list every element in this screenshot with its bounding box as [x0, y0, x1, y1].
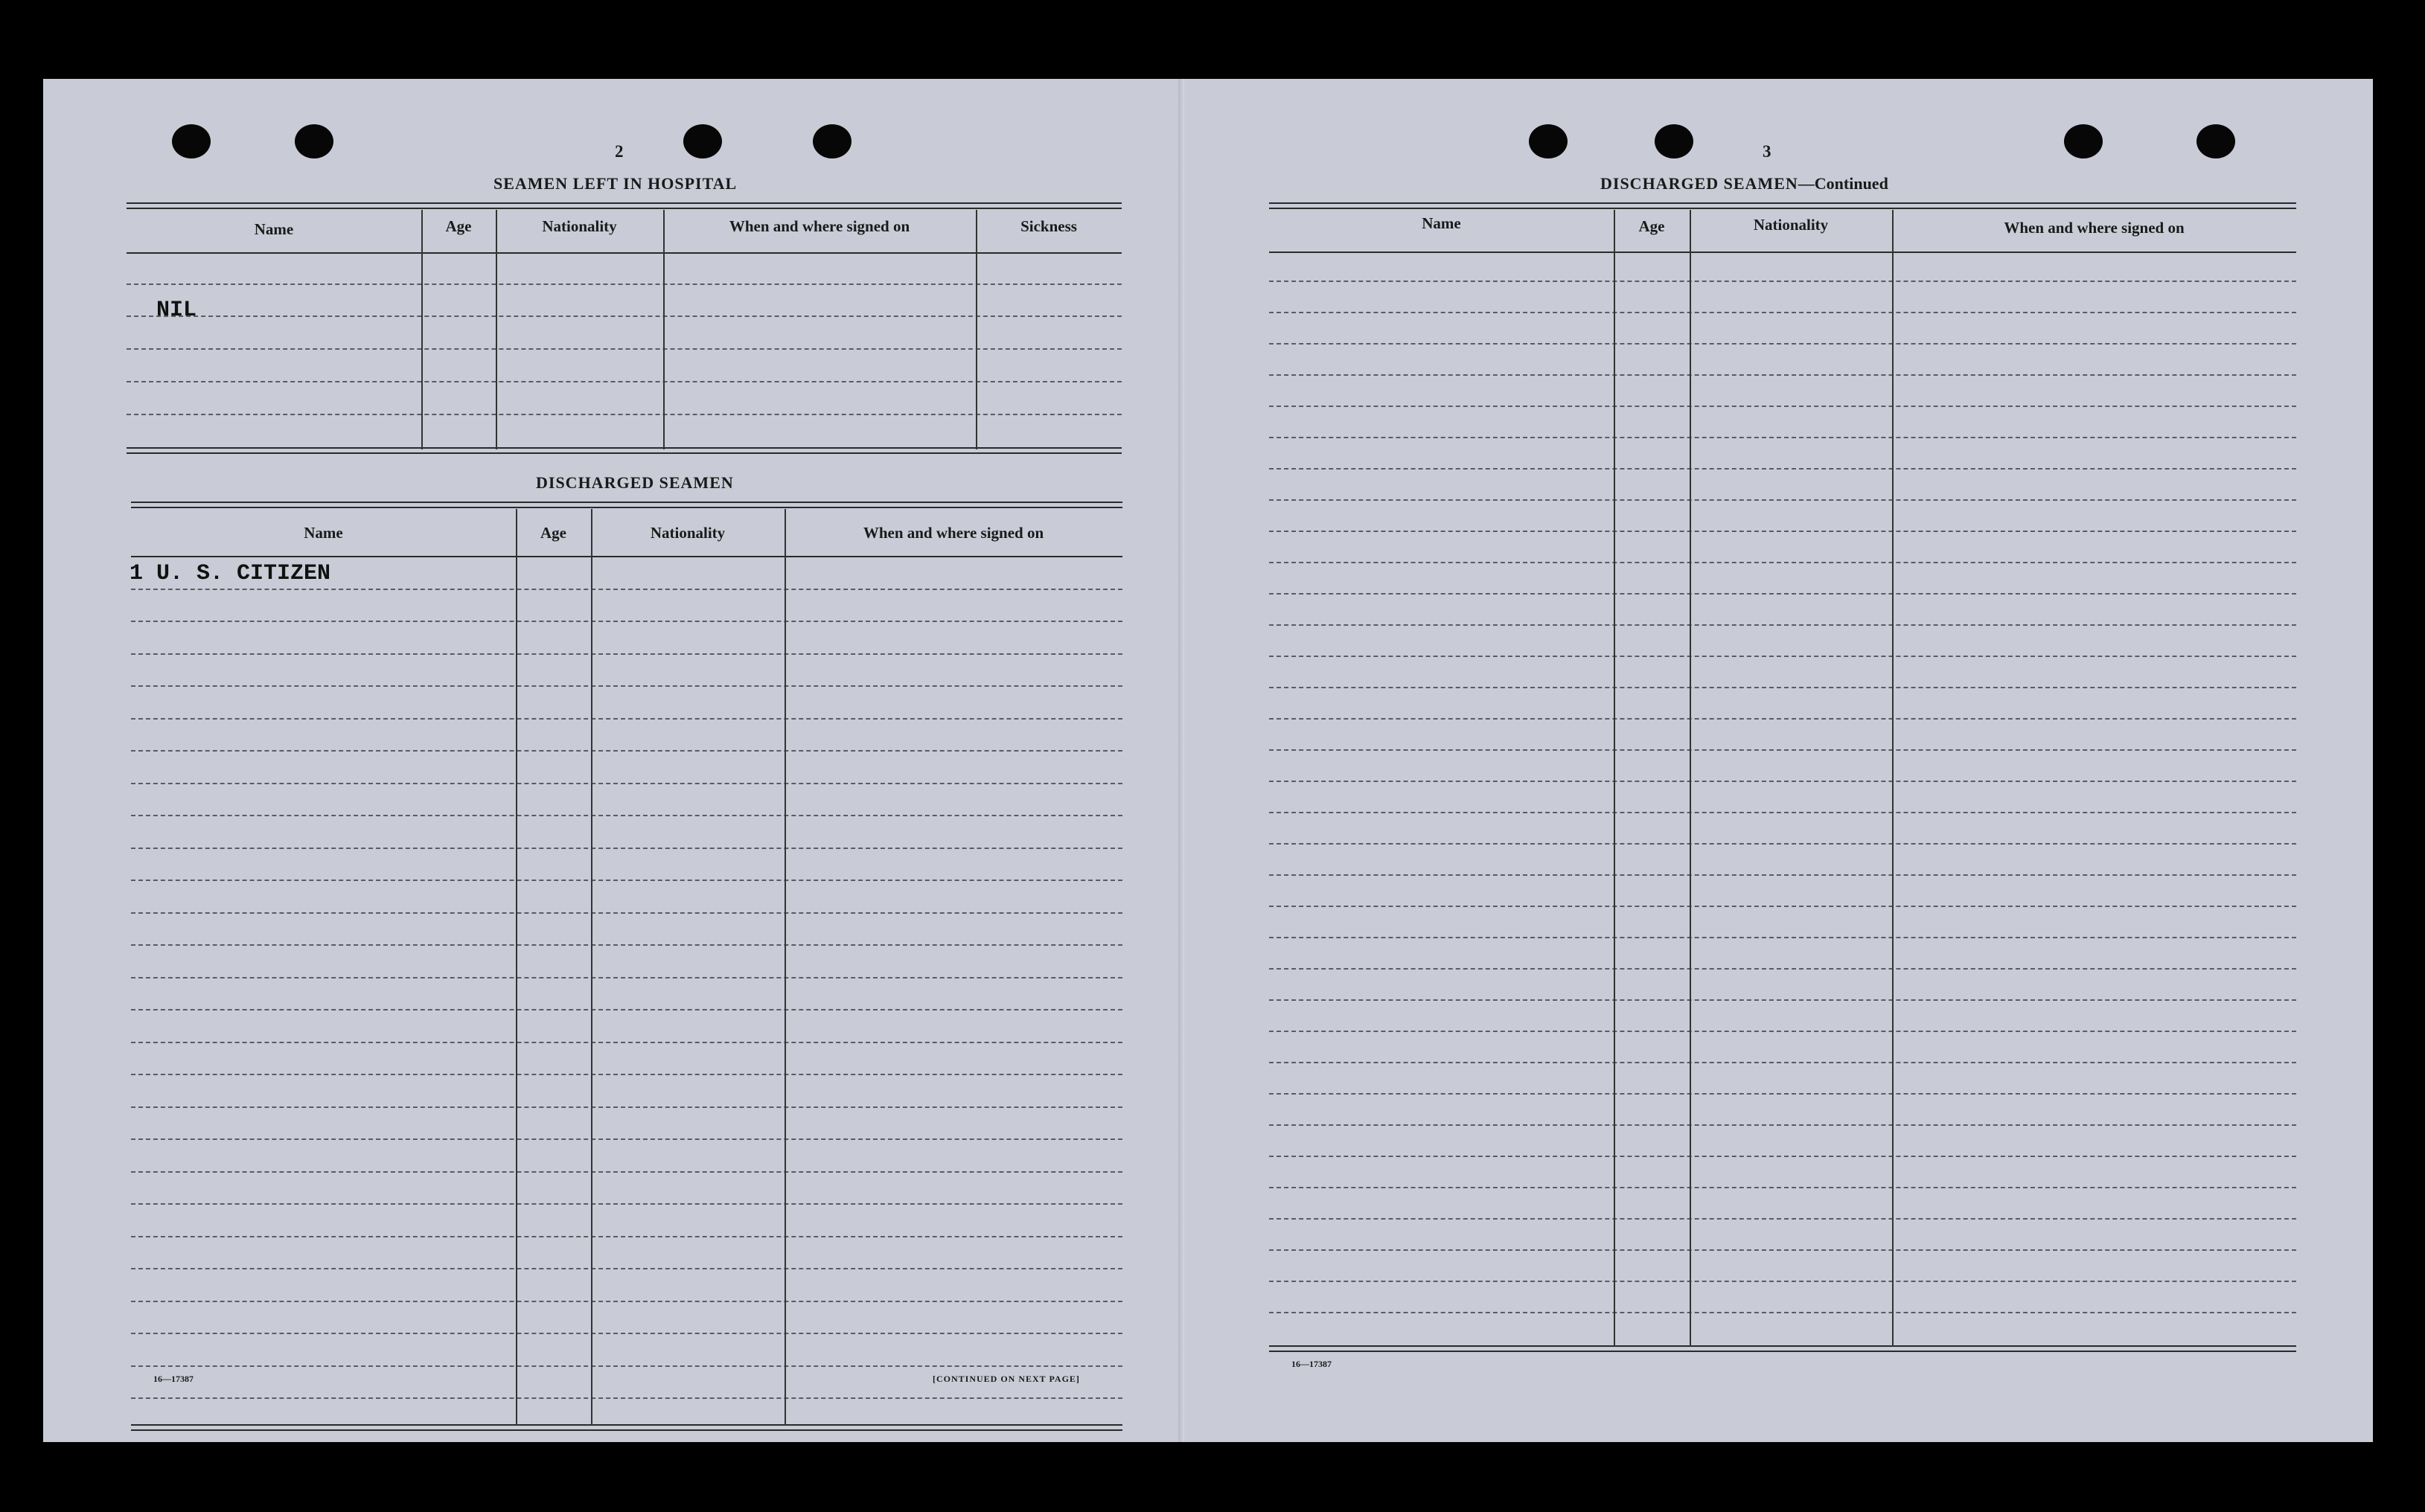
- column-header-age: Age: [540, 524, 566, 542]
- column-header-signed-on: When and where signed on: [2004, 219, 2185, 237]
- column-header-signed-on: When and where signed on: [729, 217, 910, 235]
- right-page: [1178, 79, 2373, 1442]
- continued-note: [CONTINUED ON NEXT PAGE]: [933, 1374, 1080, 1384]
- column-header-name: Name: [254, 220, 294, 238]
- form-code: 16—17387: [1291, 1359, 1332, 1369]
- column-header-signed-on: When and where signed on: [863, 524, 1044, 542]
- punch-hole: [1529, 124, 1568, 158]
- column-header-nationality: Nationality: [1753, 216, 1829, 234]
- discharged-continued-table: [1269, 202, 2296, 1356]
- punch-hole: [2064, 124, 2103, 158]
- hospital-table: [127, 202, 1122, 455]
- hospital-entry: NIL: [156, 298, 197, 323]
- form-code: 16—17387: [153, 1374, 194, 1384]
- column-header-name: Name: [1422, 214, 1461, 232]
- punch-hole: [295, 124, 333, 158]
- discharged-continued-title: DISCHARGED SEAMEN—Continued: [1600, 174, 1888, 193]
- column-header-nationality: Nationality: [542, 217, 617, 235]
- left-page: [43, 79, 1178, 1442]
- page-number: 3: [1763, 142, 1771, 161]
- punch-hole: [172, 124, 211, 158]
- page-number: 2: [615, 142, 624, 161]
- punch-hole: [2196, 124, 2235, 158]
- document-sheet: [43, 79, 2373, 1442]
- column-header-sickness: Sickness: [1020, 217, 1077, 235]
- punch-hole: [1655, 124, 1693, 158]
- column-header-age: Age: [445, 217, 472, 235]
- column-header-nationality: Nationality: [650, 524, 726, 542]
- discharged-entry: 1 U. S. CITIZEN: [130, 561, 331, 586]
- punch-hole: [683, 124, 722, 158]
- discharged-section-title: DISCHARGED SEAMEN: [536, 473, 734, 492]
- column-header-name: Name: [304, 524, 343, 542]
- punch-hole: [813, 124, 852, 158]
- column-header-age: Age: [1638, 217, 1665, 235]
- discharged-table: [131, 502, 1122, 1447]
- hospital-section-title: SEAMEN LEFT IN HOSPITAL: [493, 174, 738, 193]
